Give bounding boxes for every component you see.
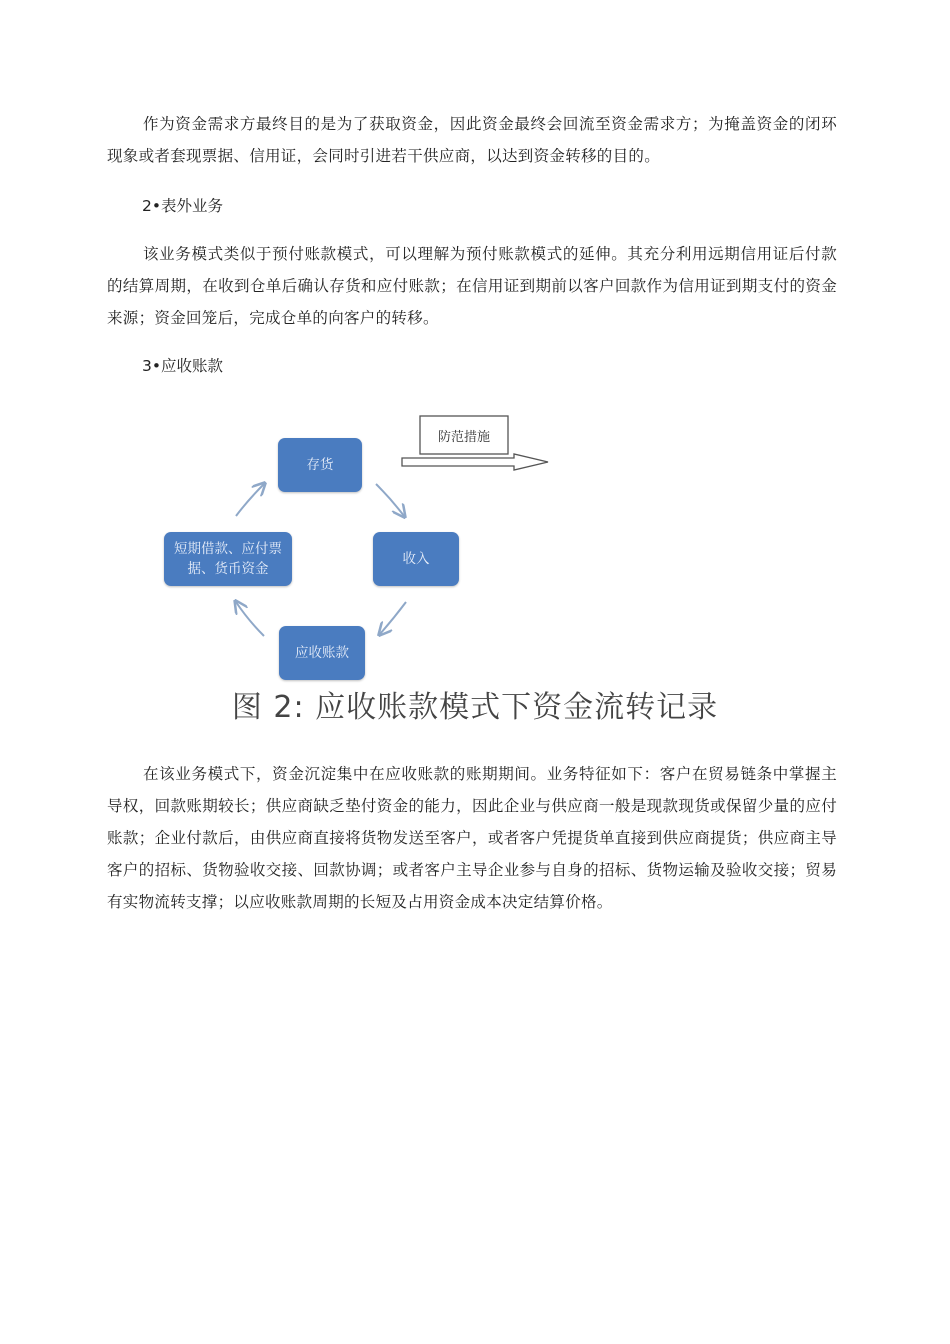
paragraph-off-balance: 该业务模式类似于预付账款模式，可以理解为预付账款模式的延伸。其充分利用远期信用证后付款的结算周期，在收到仓单后确认存货和应付账款；在信用证到期前以客户回款作为信用证到期支付的资金来源；资金回笼后，完成仓单的向客户的转移。: [107, 245, 837, 327]
callout-label: 防范措施: [437, 429, 490, 445]
section-heading-receivables: 3•应收账款: [142, 357, 224, 375]
arrow-left-to-top: [236, 484, 264, 516]
paragraph-intro: 作为资金需求方最终目的是为了获取资金，因此资金最终会回流至资金需求方；为掩盖资金的闭环现象或者套现票据、信用证，会同时引进若干供应商，以达到资金转移的目的。: [107, 115, 837, 165]
node-inventory: 存货: [278, 438, 362, 492]
section-heading-off-balance: 2•表外业务: [142, 197, 224, 215]
paragraph-receivables-model: 在该业务模式下，资金沉淀集中在应收账款的账期期间。业务特征如下：客户在贸易链条中掌握主导权，回款账期较长；供应商缺乏垫付资金的能力，因此企业与供应商一般是现款现货或保留少量的应付账款；企业付款后，由供应商直接将货物发送至客户，或者客户凭提货单直接到供应商提货；供应商主导客户的招标、货物验收交接、回款协调；或者客户主导企业参与自身的招标、货物运输及验收交接；贸易有实物流转支撑；以应收账款周期的长短及占用资金成本决定结算价格。: [107, 765, 837, 911]
arrow-right-to-bottom: [380, 602, 406, 634]
node-revenue: 收入: [373, 532, 459, 586]
callout-arrow: [402, 454, 548, 470]
node-receivables: 应收账款: [279, 626, 365, 680]
arrow-top-to-right: [376, 484, 404, 516]
figure-caption: 图 2: 应收账款模式下资金流转记录: [231, 690, 719, 725]
arrow-bottom-to-left: [236, 602, 264, 636]
node-short-term-funds: 短期借款、应付票据、货币资金: [164, 532, 292, 586]
